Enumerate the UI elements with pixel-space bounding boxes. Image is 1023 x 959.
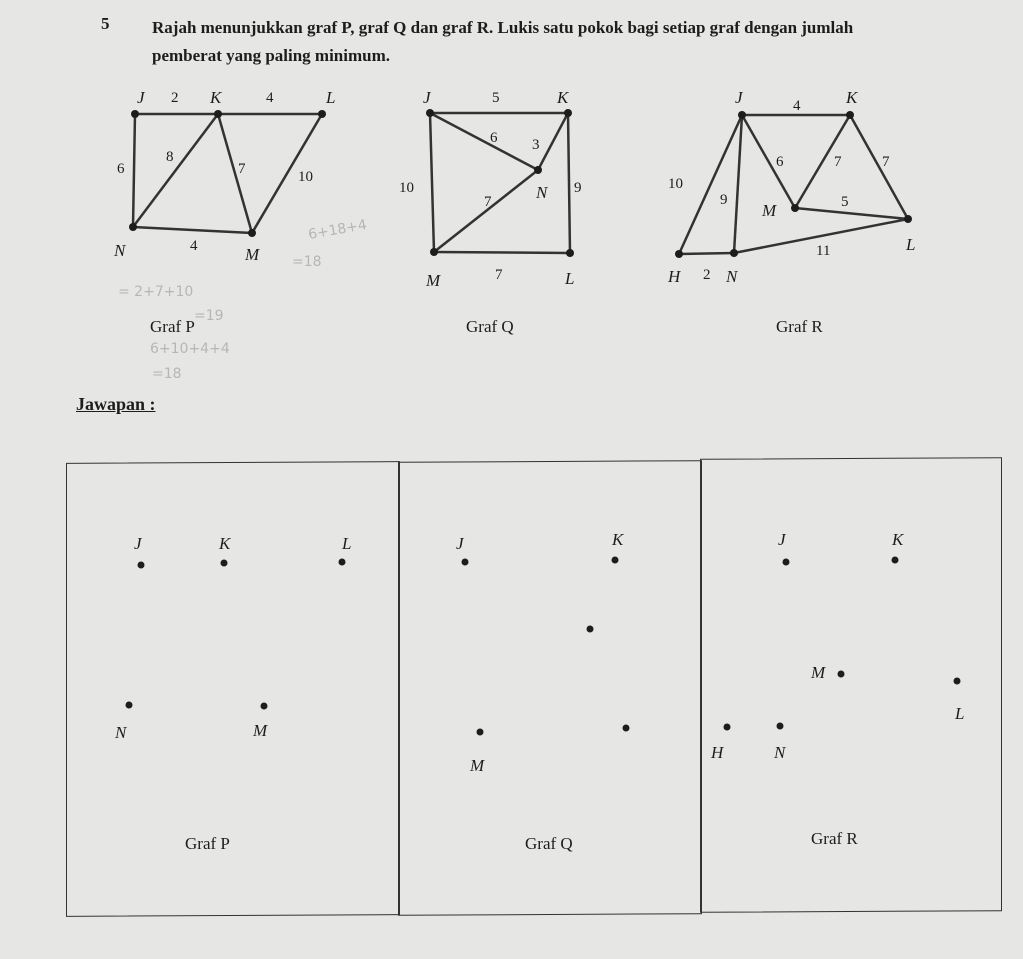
answer-r-label-k: K xyxy=(892,530,904,549)
graph-r-weight-km: 7 xyxy=(834,154,842,170)
graph-q-weight-jk: 5 xyxy=(492,90,500,106)
graph-p-label-k: K xyxy=(210,88,222,107)
graph-p-caption: Graf P xyxy=(150,317,195,336)
graph-q-label-k: K xyxy=(557,88,569,107)
graph-q-weight-ml: 7 xyxy=(495,267,503,283)
question-text: Rajah menunjukkan graf P, graf Q dan graf R. Lukis satu pokok bagi setiap graf dengan jumlah pemberat yang paling minimum. xyxy=(152,18,854,65)
graph-r-label-h: H xyxy=(668,267,681,286)
answer-heading: Jawapan : xyxy=(76,394,156,414)
answer-r-label-j: J xyxy=(778,530,786,549)
graph-r-weight-jk: 4 xyxy=(793,98,801,114)
graph-r-edge-jn xyxy=(734,115,742,253)
answer-r-label-l: L xyxy=(955,704,965,723)
graph-q-label-l: L xyxy=(565,269,575,288)
graph-r-vertex-m xyxy=(791,204,799,212)
handwritten-note: = 2+7+10 xyxy=(118,284,194,300)
graph-p-weight-jn: 6 xyxy=(117,161,125,177)
question-number: 5 xyxy=(101,14,110,33)
graph-r-vertex-h xyxy=(675,250,683,258)
answer-p-label-j: J xyxy=(134,534,142,553)
graph-r-vertex-j xyxy=(738,111,746,119)
graph-p-label-m: M xyxy=(245,245,260,264)
handwritten-note: =18 xyxy=(292,254,322,270)
graph-q-vertex-j xyxy=(426,109,434,117)
handwritten-note: 6+18+4 xyxy=(307,216,369,244)
graph-q-vertex-m xyxy=(430,248,438,256)
graph-q-weight-kl: 9 xyxy=(574,180,582,196)
graph-q-vertex-n xyxy=(534,166,542,174)
graph-p-edges xyxy=(133,114,322,233)
graph-q-label-j: J xyxy=(423,88,431,107)
graph-p-weight-nm: 4 xyxy=(190,238,198,254)
graph-p-vertex-n xyxy=(129,223,137,231)
graph-p-edge-jn xyxy=(133,114,135,227)
answer-r-caption: Graf R xyxy=(811,829,858,848)
graph-r-vertex-l xyxy=(904,215,912,223)
graph-q-edge-jn xyxy=(430,113,538,170)
graph-p-vertex-k xyxy=(214,110,222,118)
answer-p-caption: Graf P xyxy=(185,834,230,853)
graph-r-weight-jh: 10 xyxy=(668,176,683,192)
graph-r-label-k: K xyxy=(846,88,858,107)
graph-p-weight-kn: 8 xyxy=(166,149,174,165)
graph-r-vertex-n xyxy=(730,249,738,257)
answer-q-label-j: J xyxy=(456,534,464,553)
graph-r-weight-kl: 7 xyxy=(882,154,890,170)
graph-q-edge-ml xyxy=(434,252,570,253)
graph-p-vertex-m xyxy=(248,229,256,237)
handwritten-note: 6+10+4+4 xyxy=(150,341,230,357)
graph-p-edge-nm xyxy=(133,227,252,233)
answer-r-label-n: N xyxy=(774,743,786,762)
graph-r-weight-jn: 9 xyxy=(720,192,728,208)
graph-p-vertex-l xyxy=(318,110,326,118)
graph-q-caption: Graf Q xyxy=(466,317,514,336)
graph-p-label-l: L xyxy=(326,88,336,107)
graph-r-caption: Graf R xyxy=(776,317,823,336)
graph-q-weight-kn: 3 xyxy=(532,137,540,153)
graph-r-label-j: J xyxy=(735,88,743,107)
graph-r-edge-ml xyxy=(795,208,908,219)
answer-q-label-k: K xyxy=(612,530,624,549)
graph-q-label-n: N xyxy=(536,183,548,202)
graph-p-weight-jk: 2 xyxy=(171,90,179,106)
graph-q-weight-jm: 10 xyxy=(399,180,414,196)
answer-p-label-m: M xyxy=(253,721,268,740)
graph-p-weight-lm: 10 xyxy=(298,169,313,185)
graph-p-label-j: J xyxy=(137,88,145,107)
graph-r-label-m: M xyxy=(762,201,777,220)
graph-p-label-n: N xyxy=(114,241,126,260)
graph-r-edge-hn xyxy=(679,253,734,254)
graph-p-edge-km xyxy=(218,114,252,233)
graph-r-edge-jh xyxy=(679,115,742,254)
graph-p-weight-kl: 4 xyxy=(266,90,274,106)
graph-r-weight-ml: 5 xyxy=(841,194,849,210)
graph-q-edge-mn xyxy=(434,170,538,252)
graph-r-vertex-k xyxy=(846,111,854,119)
graph-r-label-n: N xyxy=(726,267,738,286)
answer-box-graph-p xyxy=(66,461,400,917)
graph-q-edge-kl xyxy=(568,113,570,253)
graph-p-weight-km: 7 xyxy=(238,161,246,177)
handwritten-note: =18 xyxy=(152,366,182,382)
handwritten-note: =19 xyxy=(194,308,224,324)
graph-q-weight-mn: 7 xyxy=(484,194,492,210)
graph-r-edge-jm xyxy=(742,115,795,208)
answer-r-label-m: M xyxy=(811,663,826,682)
graph-r-edge-kl xyxy=(850,115,908,219)
graph-q-edge-kn xyxy=(538,113,568,170)
graph-r-weight-nl: 11 xyxy=(816,243,831,259)
graph-r-label-l: L xyxy=(906,235,916,254)
graph-p-edge-kn xyxy=(133,114,218,227)
graph-q-edges xyxy=(430,113,570,253)
graph-p-vertex-j xyxy=(131,110,139,118)
graph-r-weight-jm: 6 xyxy=(776,154,784,170)
answer-p-label-k: K xyxy=(219,534,231,553)
answer-q-label-m: M xyxy=(470,756,485,775)
answer-q-caption: Graf Q xyxy=(525,834,573,853)
graph-r-weight-hn: 2 xyxy=(703,267,711,283)
graph-q-label-m: M xyxy=(426,271,441,290)
graph-q-vertex-k xyxy=(564,109,572,117)
graph-q-edge-jm xyxy=(430,113,434,252)
graph-q-vertex-l xyxy=(566,249,574,257)
graph-q-weight-jn: 6 xyxy=(490,130,498,146)
answer-p-label-n: N xyxy=(115,723,127,742)
answer-r-label-h: H xyxy=(711,743,724,762)
answer-p-label-l: L xyxy=(342,534,352,553)
graph-q-vertices xyxy=(426,109,574,257)
graph-r-edges xyxy=(679,115,908,254)
graph-p-vertices xyxy=(129,110,326,237)
